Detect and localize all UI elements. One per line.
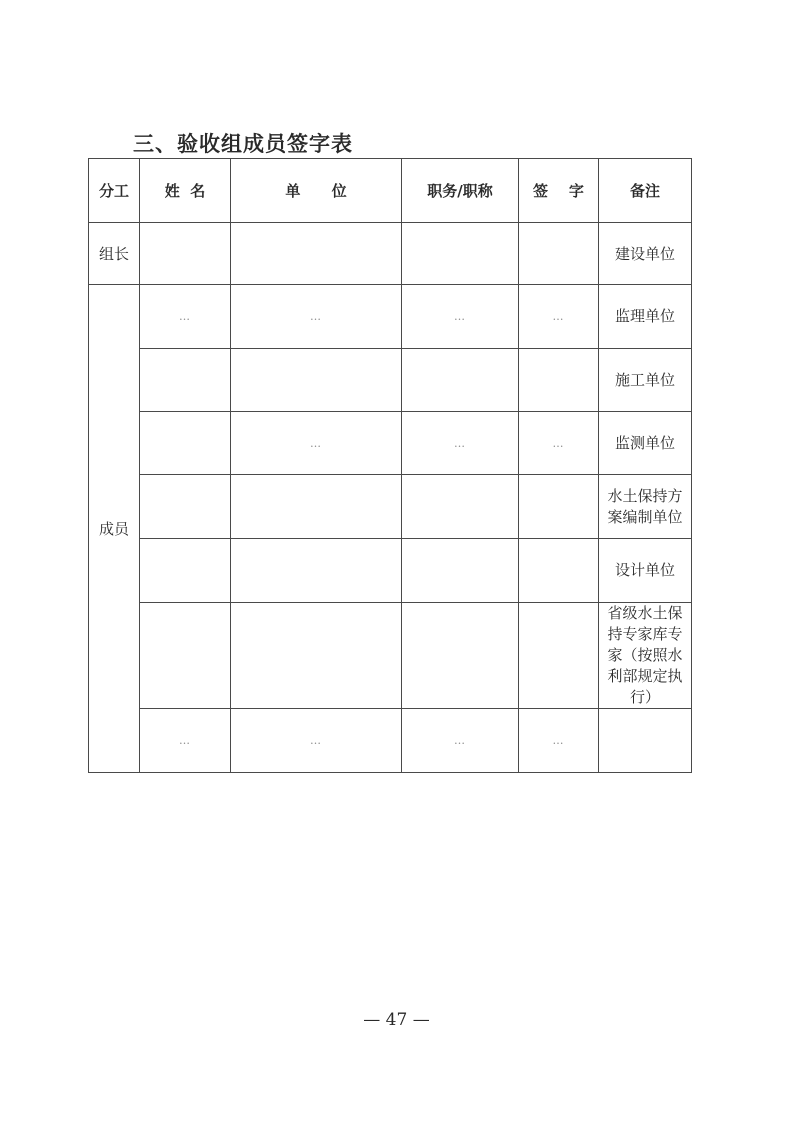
name-cell xyxy=(140,349,231,412)
signature-cell xyxy=(519,539,599,603)
position-cell: … xyxy=(402,412,519,475)
unit-cell xyxy=(231,475,402,539)
signature-cell: … xyxy=(519,412,599,475)
remark-cell xyxy=(599,709,692,773)
header-remark: 备注 xyxy=(599,159,692,223)
name-cell: … xyxy=(140,709,231,773)
member-row xyxy=(89,349,692,412)
name-cell: … xyxy=(140,285,231,349)
remark-cell: 省级水土保持专家库专家（按照水利部规定执行） xyxy=(599,603,692,709)
name-cell xyxy=(140,539,231,603)
member-row xyxy=(89,603,692,709)
position-cell xyxy=(402,539,519,603)
leader-row xyxy=(89,223,692,285)
name-cell xyxy=(140,412,231,475)
remark-cell: 建设单位 xyxy=(599,223,692,285)
header-position: 职务/职称 xyxy=(402,159,519,223)
remark-cell: 水土保持方案编制单位 xyxy=(599,475,692,539)
unit-cell: … xyxy=(231,709,402,773)
unit-cell xyxy=(231,349,402,412)
position-cell: … xyxy=(402,709,519,773)
signature-cell xyxy=(519,349,599,412)
member-row xyxy=(89,412,692,475)
page-number: — 47 — xyxy=(363,1010,430,1030)
member-row xyxy=(89,539,692,603)
header-division: 分工 xyxy=(89,159,140,223)
signature-cell xyxy=(519,475,599,539)
remark-cell: 监理单位 xyxy=(599,285,692,349)
remark-cell: 施工单位 xyxy=(599,349,692,412)
position-cell: … xyxy=(402,285,519,349)
signature-table xyxy=(88,158,692,773)
header-unit: 单 位 xyxy=(231,159,402,223)
member-row xyxy=(89,285,692,349)
position-cell xyxy=(402,475,519,539)
remark-cell: 设计单位 xyxy=(599,539,692,603)
leader-label: 组长 xyxy=(89,223,140,285)
unit-cell: … xyxy=(231,412,402,475)
position-cell xyxy=(402,603,519,709)
name-cell xyxy=(140,223,231,285)
header-name: 姓 名 xyxy=(140,159,231,223)
signature-cell: … xyxy=(519,709,599,773)
member-row xyxy=(89,709,692,773)
page-title: 三、验收组成员签字表 xyxy=(133,132,353,156)
unit-cell xyxy=(231,603,402,709)
signature-cell: … xyxy=(519,285,599,349)
unit-cell xyxy=(231,223,402,285)
unit-cell: … xyxy=(231,285,402,349)
unit-cell xyxy=(231,539,402,603)
name-cell xyxy=(140,603,231,709)
member-row xyxy=(89,475,692,539)
position-cell xyxy=(402,223,519,285)
member-label: 成员 xyxy=(89,285,140,773)
signature-cell xyxy=(519,603,599,709)
name-cell xyxy=(140,475,231,539)
signature-cell xyxy=(519,223,599,285)
header-signature: 签 字 xyxy=(519,159,599,223)
header-row xyxy=(89,159,692,223)
position-cell xyxy=(402,349,519,412)
remark-cell: 监测单位 xyxy=(599,412,692,475)
